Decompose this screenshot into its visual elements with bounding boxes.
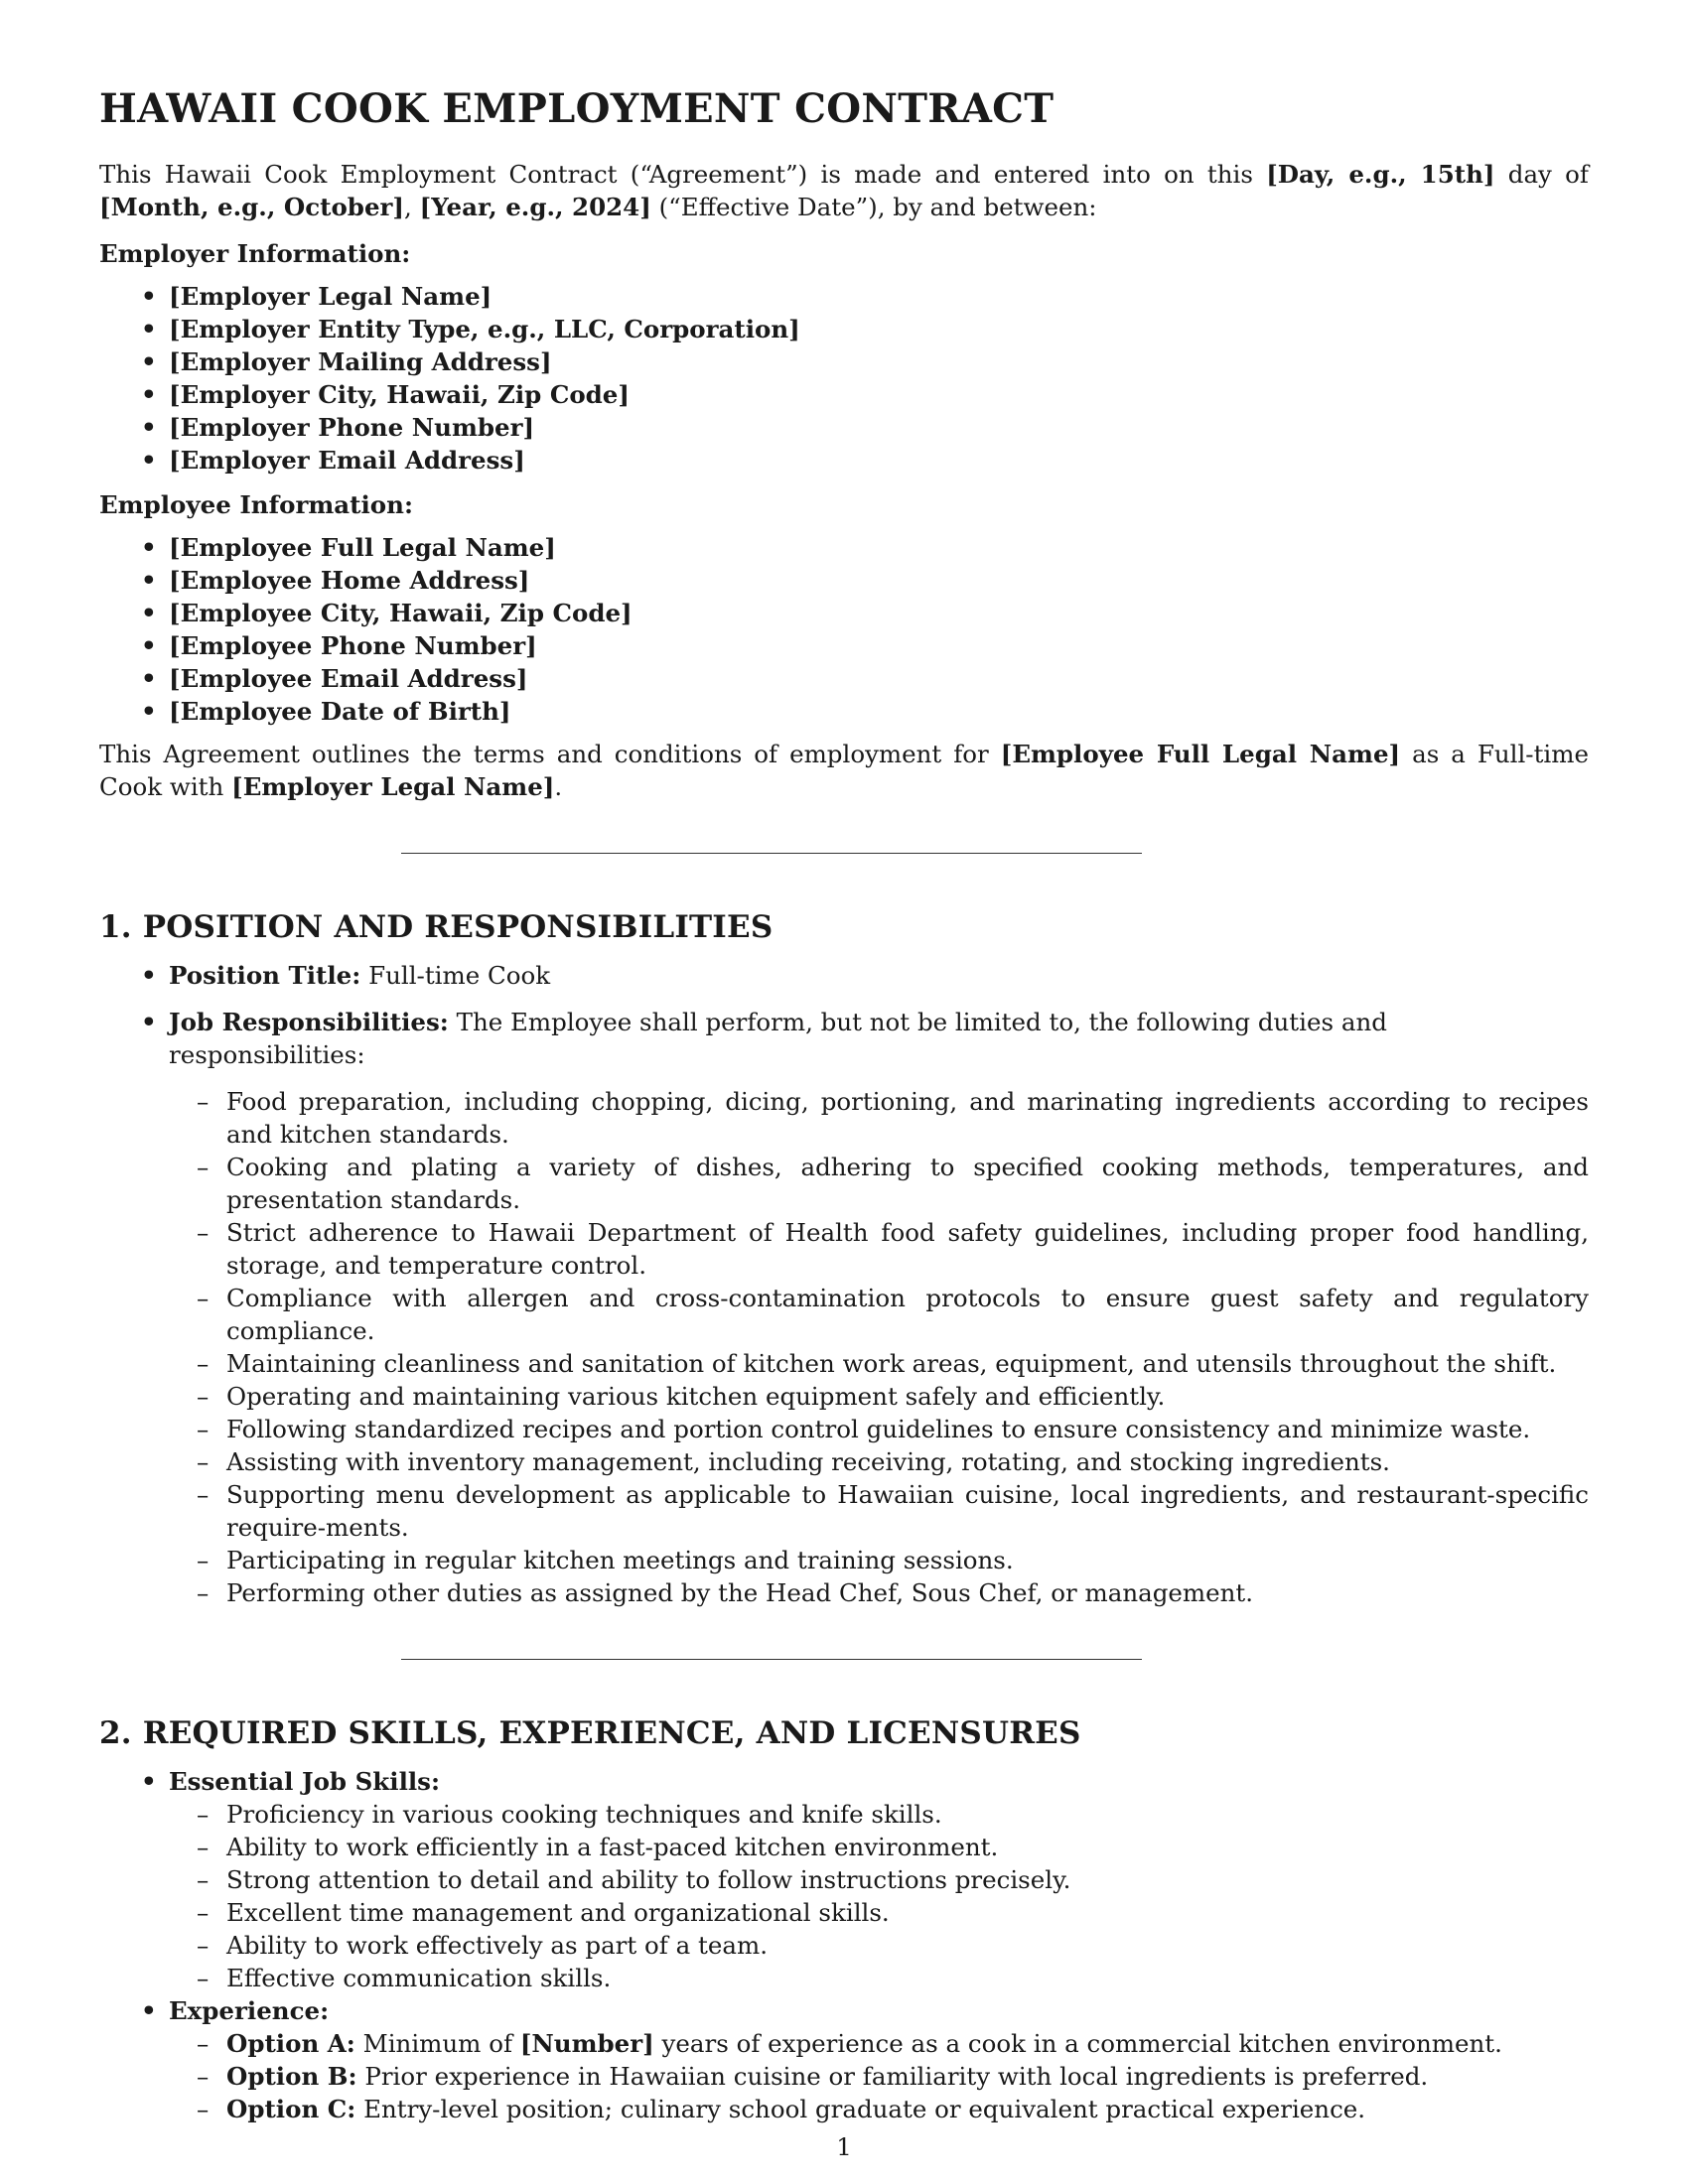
skill-item: – Ability to work effectively as part of a team. [99, 1929, 1589, 1962]
duties-list [99, 1085, 1589, 1609]
month-placeholder: [Month, e.g., October] [99, 193, 405, 221]
job-responsibilities-text: The Employee shall perform, but not be limited to, the following duties and responsibilities: [169, 1008, 1387, 1069]
outline-text: as a Full-time Cook with [99, 740, 1589, 801]
employee-list [99, 531, 1589, 728]
experience-options [99, 2027, 1589, 2125]
duty-item: – Following standardized recipes and portion control guidelines to ensure consistency and minimize waste. [99, 1413, 1589, 1445]
employer-list [99, 280, 1589, 477]
skills-label: Essential Job Skills: [169, 1767, 441, 1796]
list-item: • [Employee City, Hawaii, Zip Code] [99, 597, 1589, 629]
experience-list [99, 1994, 1589, 2027]
experience-item [99, 1994, 1589, 2027]
intro-paragraph [99, 158, 1589, 223]
position-title-label: Position Title: [169, 961, 361, 990]
option-label: Option C: [226, 2095, 356, 2123]
employer-heading: Employer Information: [99, 239, 411, 268]
option-label: Option B: [226, 2062, 357, 2091]
employer-name-placeholder: [Employer Legal Name] [231, 772, 555, 801]
duty-item: – Assisting with inventory management, including receiving, rotating, and stocking ingredients. [99, 1445, 1589, 1478]
employee-heading: Employee Information: [99, 490, 413, 519]
list-item: • [Employee Full Legal Name] [99, 531, 1589, 564]
list-item: • [Employer Mailing Address] [99, 345, 1589, 378]
section-2-heading: 2. REQUIRED SKILLS, EXPERIENCE, AND LICENSURES [99, 1715, 1081, 1751]
option-text: Minimum of [354, 2029, 520, 2058]
outline-text: . [554, 772, 563, 801]
skills-list [99, 1798, 1589, 1994]
option-text: Entry-level position; culinary school graduate or equivalent practical experience. [355, 2095, 1366, 2123]
experience-label: Experience: [169, 1996, 330, 2025]
skill-item: – Excellent time management and organizational skills. [99, 1896, 1589, 1929]
duty-item: – Compliance with allergen and cross-contamination protocols to ensure guest safety and regulatory compliance. [99, 1282, 1589, 1347]
list-item: • [Employee Email Address] [99, 662, 1589, 695]
job-responsibilities-label: Job Responsibilities: [169, 1008, 449, 1036]
option-text: years of experience as a cook in a commercial kitchen environment. [653, 2029, 1502, 2058]
intro-text: , [404, 193, 420, 221]
duty-item: – Food preparation, including chopping, dicing, portioning, and marinating ingredients according to recipes and kitchen standards. [99, 1085, 1589, 1151]
duty-item: – Supporting menu development as applicable to Hawaiian cuisine, local ingredients, and restaurant-specific require-ments. [99, 1478, 1589, 1544]
list-item: • [Employer Email Address] [99, 444, 1589, 477]
option-label: Option A: [226, 2029, 355, 2058]
skill-item: – Effective communication skills. [99, 1962, 1589, 1994]
duty-item: – Participating in regular kitchen meetings and training sessions. [99, 1544, 1589, 1576]
intro-text: (“Effective Date”), by and between: [650, 193, 1097, 221]
section-divider [401, 853, 1142, 854]
option-item [99, 2060, 1589, 2093]
list-item: • [Employer Legal Name] [99, 280, 1589, 313]
employee-name-placeholder: [Employee Full Legal Name] [1000, 740, 1401, 768]
duty-item: – Maintaining cleanliness and sanitation of kitchen work areas, equipment, and utensils throughout the shift. [99, 1347, 1589, 1380]
list-item: • [Employer Entity Type, e.g., LLC, Corporation] [99, 313, 1589, 345]
option-item [99, 2093, 1589, 2125]
list-item: • [Employee Phone Number] [99, 629, 1589, 662]
option-item [99, 2027, 1589, 2060]
section-1-heading: 1. POSITION AND RESPONSIBILITIES [99, 909, 774, 945]
skills-item [99, 1765, 1589, 1798]
job-responsibilities-item [99, 1006, 1589, 1071]
skill-item: – Ability to work efficiently in a fast-paced kitchen environment. [99, 1831, 1589, 1863]
option-text: Prior experience in Hawaiian cuisine or familiarity with local ingredients is preferred. [356, 2062, 1429, 2091]
day-placeholder: [Day, e.g., 15th] [1266, 160, 1495, 189]
duty-item: – Strict adherence to Hawaii Department of Health food safety guidelines, including proper food handling, storage, and temperature control. [99, 1216, 1589, 1282]
document-body [99, 85, 1589, 2125]
duty-item: – Operating and maintaining various kitchen equipment safely and efficiently. [99, 1380, 1589, 1413]
outline-text: This Agreement outlines the terms and conditions of employment for [99, 740, 1001, 768]
document-title: HAWAII COOK EMPLOYMENT CONTRACT [99, 85, 1055, 132]
skill-item: – Proficiency in various cooking techniques and knife skills. [99, 1798, 1589, 1831]
position-title-item [99, 959, 1589, 992]
list-item: • [Employer Phone Number] [99, 411, 1589, 444]
intro-text: This Hawaii Cook Employment Contract (“Agreement”) is made and entered into on this [99, 160, 1267, 189]
list-item: • [Employer City, Hawaii, Zip Code] [99, 378, 1589, 411]
number-placeholder: [Number] [519, 2029, 654, 2058]
skill-item: – Strong attention to detail and ability to follow instructions precisely. [99, 1863, 1589, 1896]
duty-item: – Performing other duties as assigned by the Head Chef, Sous Chef, or management. [99, 1576, 1589, 1609]
year-placeholder: [Year, e.g., 2024] [419, 193, 651, 221]
position-title-value: Full-time Cook [360, 961, 551, 990]
section-2-list [99, 1765, 1589, 1798]
intro-text: day of [1494, 160, 1589, 189]
section-divider [401, 1659, 1142, 1660]
list-item: • [Employee Date of Birth] [99, 695, 1589, 728]
section-1-list [99, 959, 1589, 1071]
outline-paragraph [99, 738, 1589, 803]
page-number: 1 [836, 2132, 852, 2161]
duty-item: – Cooking and plating a variety of dishes, adhering to specified cooking methods, temperatures, and presentation standards. [99, 1151, 1589, 1216]
list-item: • [Employee Home Address] [99, 564, 1589, 597]
